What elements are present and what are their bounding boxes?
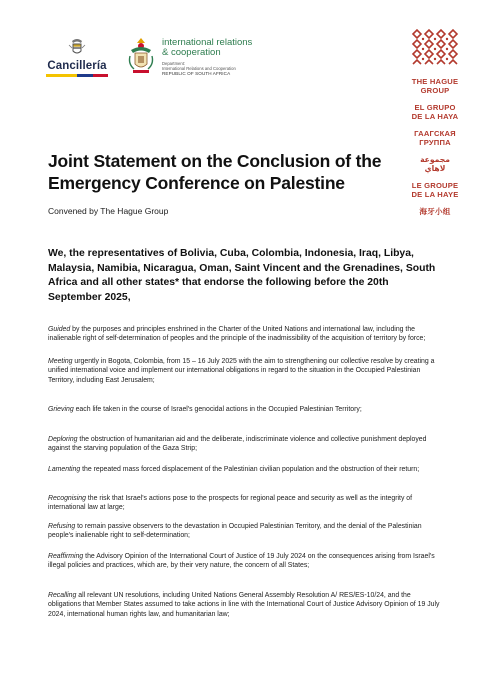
- preamble-text: each life taken in the course of Israel's genocidal actions in the Occupied Palestinian Territory;: [73, 406, 362, 413]
- cancilleria-logo: [42, 36, 112, 77]
- dirco-country: REPUBLIC OF SOUTH AFRICA: [162, 71, 231, 76]
- preamble-lead-word: Recognising: [48, 495, 86, 502]
- preamble-lead-word: Lamenting: [48, 466, 81, 473]
- dirco-name-line1: international relations: [162, 37, 253, 48]
- preamble-paragraph: [48, 357, 444, 385]
- preamble-lead-word: Deploring: [48, 436, 78, 443]
- preamble-paragraph: [48, 465, 444, 474]
- preamble-text: all relevant UN resolutions, including United Nations General Assembly Resolution A/ RES/ES-10/24, and the obligations that Member States assumed to take actions in line with the International Court of Justice Advisory Opinion of 19 July 2024, international human rights law, and humanitarian law;: [48, 592, 440, 618]
- cancilleria-name: Cancillería: [47, 60, 107, 72]
- preamble-paragraph: [48, 591, 444, 619]
- preamble-lead-word: Grieving: [48, 406, 74, 413]
- preamble-paragraph: [48, 494, 444, 513]
- preamble-text: the repeated mass forced displacement of the Palestinian civilian population and the obstruction of their return;: [80, 466, 420, 473]
- preamble-paragraph: [48, 435, 444, 454]
- hague-group-name-fr: LE GROUPE DE LA HAYE: [411, 181, 459, 199]
- document-subtitle: Convened by The Hague Group: [48, 206, 169, 216]
- hague-group-name-ar: مجموعة لاهاي: [420, 155, 450, 173]
- preamble-text: the risk that Israel's actions pose to the prospects for regional peace and security as well as the integrity of international law at large;: [48, 495, 413, 512]
- document-title: Joint Statement on the Conclusion of the Emergency Conference on Palestine: [48, 151, 382, 193]
- preamble-text: to remain passive observers to the devastation in Occupied Palestinian Territory, and the denial of the Palestinian people's inalienable right to self-determination;: [48, 523, 422, 540]
- hague-group-name-en: THE HAGUE GROUP: [411, 77, 459, 95]
- preamble-paragraph: [48, 522, 444, 541]
- preamble-paragraph: [48, 552, 444, 571]
- preamble-text: the obstruction of humanitarian aid and the deliberate, indiscriminate violence and collective punishment deployed against the starving population of the Gaza Strip;: [48, 436, 427, 453]
- dirco-name-line2: & cooperation: [162, 47, 221, 58]
- preamble-paragraph: [48, 405, 444, 414]
- hague-group-names: [398, 78, 472, 226]
- hague-group-name-ru: ГААГСКАЯ ГРУППА: [414, 129, 456, 147]
- preamble-lead-word: Meeting: [48, 358, 73, 365]
- preamble-text: urgently in Bogota, Colombia, from 15 – 16 July 2025 with the aim to strengthening our collective resolve by creating a unified international voice and implement our international obligations in regard to the situation in the Occupied Palestinian Territory, including East Jerusalem;: [48, 358, 435, 384]
- preamble-text: by the purposes and principles enshrined in the Charter of the United Nations and international law, including the inalienable right of self-determination of peoples and the principle of the inadmissibility of the acquisition of territory by force;: [48, 326, 426, 343]
- preamble-text: the Advisory Opinion of the International Court of Justice of 19 July 2024 on the consequences arising from Israel's illegal policies and practices, which are, by their very nature, the concern of all States;: [48, 553, 435, 570]
- lead-paragraph: We, the representatives of Bolivia, Cuba, Colombia, Indonesia, Iraq, Libya, Malaysia, Namibia, Nicaragua, Oman, Saint Vincent and the Grenadines, South Africa and all other states* that endorse the following before the 20th September 2025,: [48, 248, 436, 303]
- preamble-lead-word: Refusing: [48, 523, 76, 530]
- hague-group-name-es: EL GRUPO DE LA HAYA: [411, 103, 459, 121]
- colombia-coat-of-arms-icon: [66, 36, 88, 58]
- colombia-flag-stripe: [46, 74, 108, 77]
- preamble-lead-word: Recalling: [48, 592, 77, 599]
- preamble-paragraph: [48, 325, 444, 344]
- south-africa-coat-of-arms-icon: [126, 36, 156, 76]
- preamble-lead-word: Reaffirming: [48, 553, 84, 560]
- dirco-dept-line: Department:: [162, 61, 186, 66]
- dirco-logo: [126, 36, 266, 80]
- hague-group-pattern-icon: [411, 28, 459, 68]
- hague-group-name-zh: 海牙小组: [419, 207, 451, 216]
- preamble-lead-word: Guided: [48, 326, 71, 333]
- dirco-dept-name: International Relations and Cooperation: [162, 66, 236, 71]
